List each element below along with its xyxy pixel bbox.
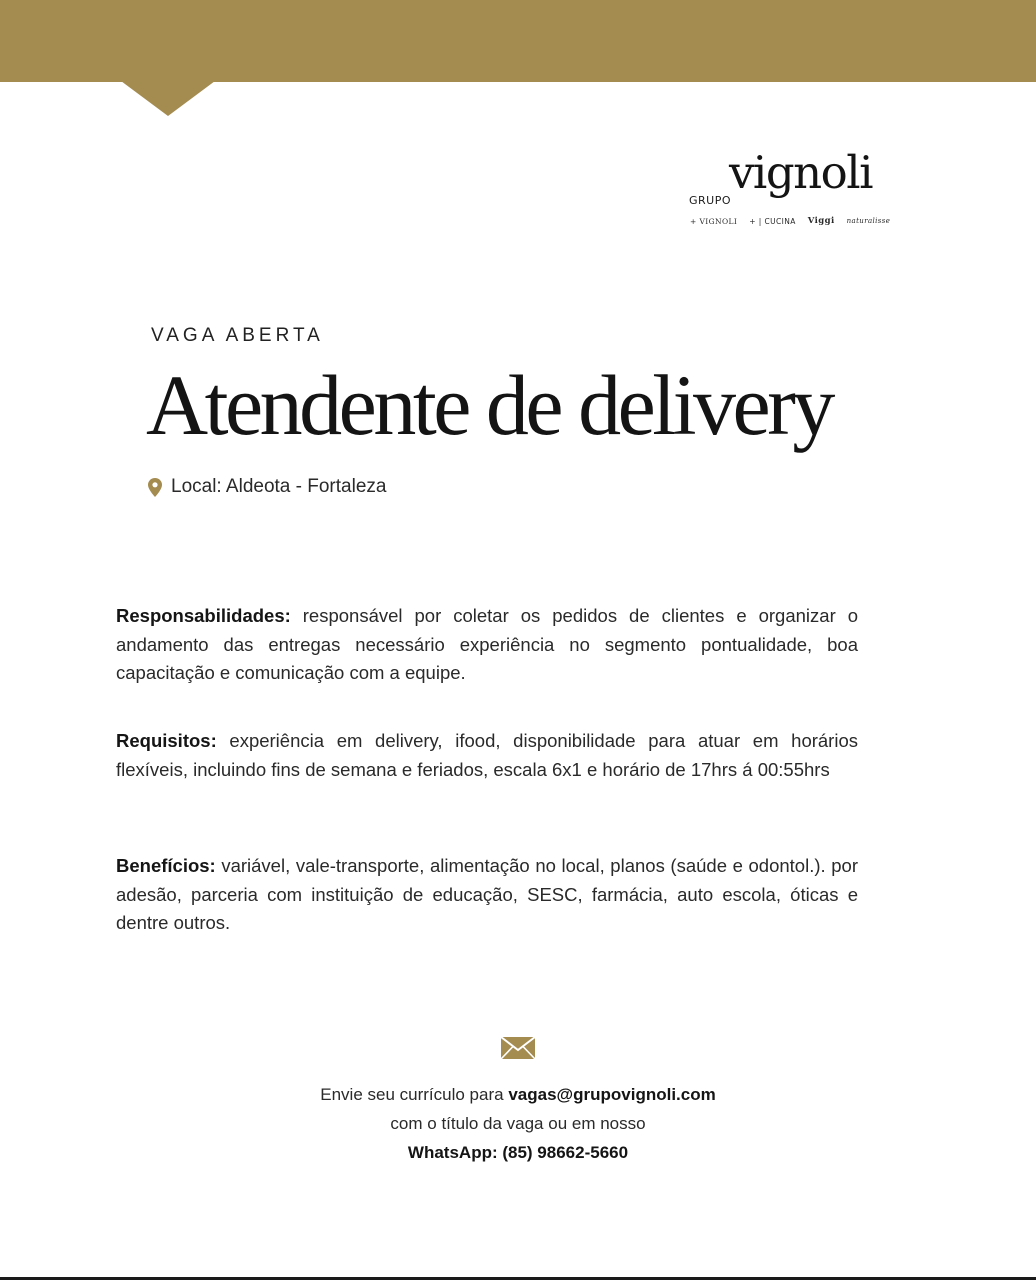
- section-text: responsável por coletar os pedidos de clientes e organizar o andamento das entregas necessário experiência no segmento pontualidade, boa capacitação e comunicação com a equipe.: [116, 605, 859, 683]
- contact-line-email: [218, 1085, 818, 1105]
- benefits-section: [116, 852, 858, 938]
- section-label: Benefícios:: [116, 855, 216, 876]
- brand-prefix: GRUPO: [689, 194, 732, 207]
- envelope-icon: [500, 1036, 536, 1060]
- sub-brands: [690, 216, 890, 226]
- responsibilities-section: [116, 602, 858, 688]
- job-kicker: VAGA ABERTA: [151, 325, 324, 346]
- sub-brand-cucina: + | CUCINA: [749, 216, 796, 226]
- top-accent-band: [0, 0, 1036, 82]
- requirements-section: [116, 727, 858, 784]
- section-label: Requisitos:: [116, 730, 217, 751]
- location-text: Local: Aldeota - Fortaleza: [171, 476, 387, 497]
- contact-prefix: Envie seu currículo para: [320, 1085, 504, 1104]
- contact-line-title: com o título da vaga ou em nosso: [390, 1114, 646, 1133]
- sub-brand-naturalisse: naturalisse: [846, 217, 891, 225]
- sub-brand-vignoli: + VIGNOLI: [690, 216, 738, 226]
- section-label: Responsabilidades:: [116, 605, 291, 626]
- brand-name: vignoli: [729, 146, 872, 199]
- sub-brand-viggi: Viggi: [807, 216, 835, 226]
- contact-email-link[interactable]: vagas@grupovignoli.com: [508, 1085, 716, 1104]
- top-accent-notch: [121, 81, 215, 116]
- job-title: Atendente de delivery: [146, 357, 832, 453]
- whatsapp-number[interactable]: WhatsApp: (85) 98662-5660: [407, 1143, 629, 1162]
- map-pin-icon: [148, 478, 162, 497]
- section-text: variável, vale-transporte, alimentação no local, planos (saúde e odontol.). por adesão, parceria com instituição de educação, SESC, farmácia, auto escola, óticas e dentre outros.: [116, 855, 858, 933]
- contact-line-whatsapp: [218, 1143, 818, 1163]
- brand-logo: [686, 146, 891, 234]
- section-text: experiência em delivery, ifood, disponibilidade para atuar em horários flexíveis, incluindo fins de semana e feriados, escala 6x1 e horário de 17hrs á 00:55hrs: [116, 730, 858, 780]
- location: [148, 476, 386, 498]
